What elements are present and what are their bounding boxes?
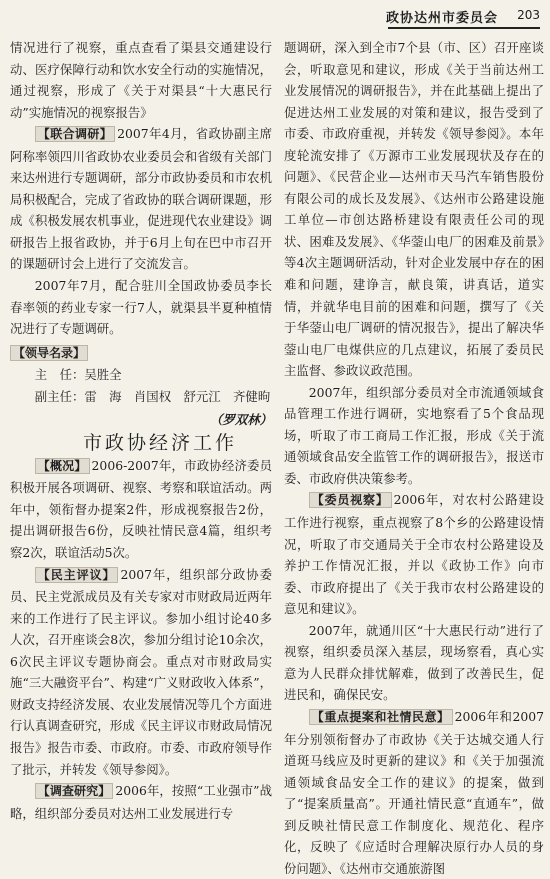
running-header-title: 政协达州市委员会 [385,11,498,26]
leader-names-vice: 雷 海 肖国权 舒元江 齐健昫 [84,388,271,404]
paragraph-text: 2006-2007年，市政协经济委员积极开展各项调研、视察、考察和联谊活动。两年中，领衔督办提案2件，形成视察报告2份，提出调研报告6份，反映社情民意4篇，组织考察2次，联谊活动5次。 [10,457,272,561]
left-column [10,37,272,824]
section-tag-weiyuan-shicha: 【委员视察】 [309,492,392,508]
paragraph-lianhe-diaoyan [10,123,272,275]
section-tag-lianhe-diaoyan: 【联合调研】 [35,126,115,142]
paragraph-huimin-shicha: 2007年，就通川区“十大惠民行动”进行了视察，组织委员深入基层，现场察看，真心实意为人民群众排忧解难，做到了改善民生，促进民和，确保民安。 [284,622,544,703]
section-tag-gaikuang: 【概况】 [35,458,90,474]
section-tag-leaders: 【领导名录】 [10,345,88,361]
leader-list [10,342,272,431]
paragraph-text: 2007年，组织部分政协委员、民主党派成员及有关专家对市财政局近两年来的工作进行了民主评议。参加小组讨论40多人次，召开座谈会8次，参加分组讨论10余次，6次民主评议专题协商会。重点对市财政局实施“三大融资平台”、构建“广义财政收入体系”，财政支持经济发展、农业发展情况等几个方面进行认真调查研究，形成《民主评议市财政局情况报告》报告市委、市政府。市委、市政府领导作了批示，并转发《领导参阅》。 [10,566,272,777]
paragraph-text: 2006年和2007年分别领衔督办了市政协《关于达城交通人行道斑马线应及时更新的建议》和《关于加强流通领域食品安全工作的建议》的提案，做到了“提案质量高”。开通社情民意“直通车”，做到反映社情民意工作制度化、规范化、程序化，反映了《应适时合理解决原行办人员的身份问题》、《达州市交通旅游图 [284,708,544,876]
leader-label-chair: 主 任： [34,367,85,383]
header-rule [388,27,540,29]
paragraph-weiyuan-shicha [284,489,544,619]
leader-label-vice: 副主任： [34,388,85,404]
section-tag-tian-sheqing: 【重点提案和社情民意】 [309,709,453,725]
paragraph-minzhu-pingyi [10,564,272,780]
paragraph-shicha-continued: 情况进行了视察，重点查看了渠县交通建设行动、医疗保障行动和饮水安全行动的实施情况，通过视察，形成了《关于对渠县“十大惠民行动”实施情况的视察报告》 [10,40,272,120]
paragraph-text: 2006年，按照“工业强市”战略，组织部分委员对达州工业发展进行专 [10,783,272,821]
paragraph-gaikuang [10,455,272,564]
page-header [0,0,550,30]
paragraph-text: 2007年4月，省政协副主席阿称率领四川省政协农业委员会和省级有关部门来达州进行专题调研，部分市政协委员和市农机局积极配合，完成了省政协的联合调研课题，形成《积极发展农机事业，促进现代农业建设》调研报告上报省政协，并于6月上旬在巴中市召开的课题研讨会上进行了交流发言。 [10,126,272,272]
section-tag-diaocha-yanjiu: 【调查研究】 [35,783,114,799]
section-title: 市政协经济工作 [82,431,237,454]
paragraph-text: 2006年，对农村公路建设工作进行视察，重点视察了8个乡的公路建设情况，听取了市交通局关于全市农村公路建设及养护工作情况汇报，并以《政协工作》向市委、市政府提出了《关于我市农村公路建设的意见和建议》。 [284,492,544,617]
author-credit: （罗双林） [210,412,272,428]
paragraph-diaocha-yanjiu [10,780,272,824]
section-tag-minzhu-pingyi: 【民主评议】 [35,567,119,583]
leader-row-vice [10,386,272,408]
paragraph-banxia-research: 2007年7月，配合驻川全国政协委员李长春率领的药业专家一行7人，就渠县半夏种植情况进行了专题调研。 [10,278,272,337]
paragraph-food-safety: 2007年，组织部分委员对全市流通领域食品管理工作进行调研，实地察看了5个食品现场，听取了市工商局工作汇报，形成《关于流通领域食品安全监管工作的调研报告》，报送市委、市政府供决策参考。 [284,384,544,486]
right-column [284,37,544,879]
paragraph-diaoyan-continued: 题调研，深入到全市7个县（市、区）召开座谈会，听取意见和建议，形成《关于当前达州工业发展情况的调研报告》，并在此基础上提出了促进达州工业发展的对策和建议，报告受到了市委、市政府重视，并转发《领导参阅》。本年度轮流安排了《万源市工业发展现状及存在的问题》、《民营企业—达州市天马汽车销售股份有限公司的成长及发展》、《达州市公路建设施工单位—市创达路桥建设有限责任公司的现状、困难及发展》、《华蓥山电厂的困难及前景》等4次主题调研活动，针对企业发展中存在的困难和问题，建诤言，献良策，讲真话，道实情，并就华电目前的困难和问题，撰写了《关于华蓥山电厂调研的情况报告》，提出了解决华蓥山电厂电煤供应的几点建议，拓展了委员民主监督、参政议政范围。 [284,40,544,379]
leader-row-chair [10,364,272,386]
page-number: 203 [517,8,540,22]
leader-name-chair: 吴胜全 [84,367,122,383]
paragraph-tian-sheqing [284,706,544,879]
